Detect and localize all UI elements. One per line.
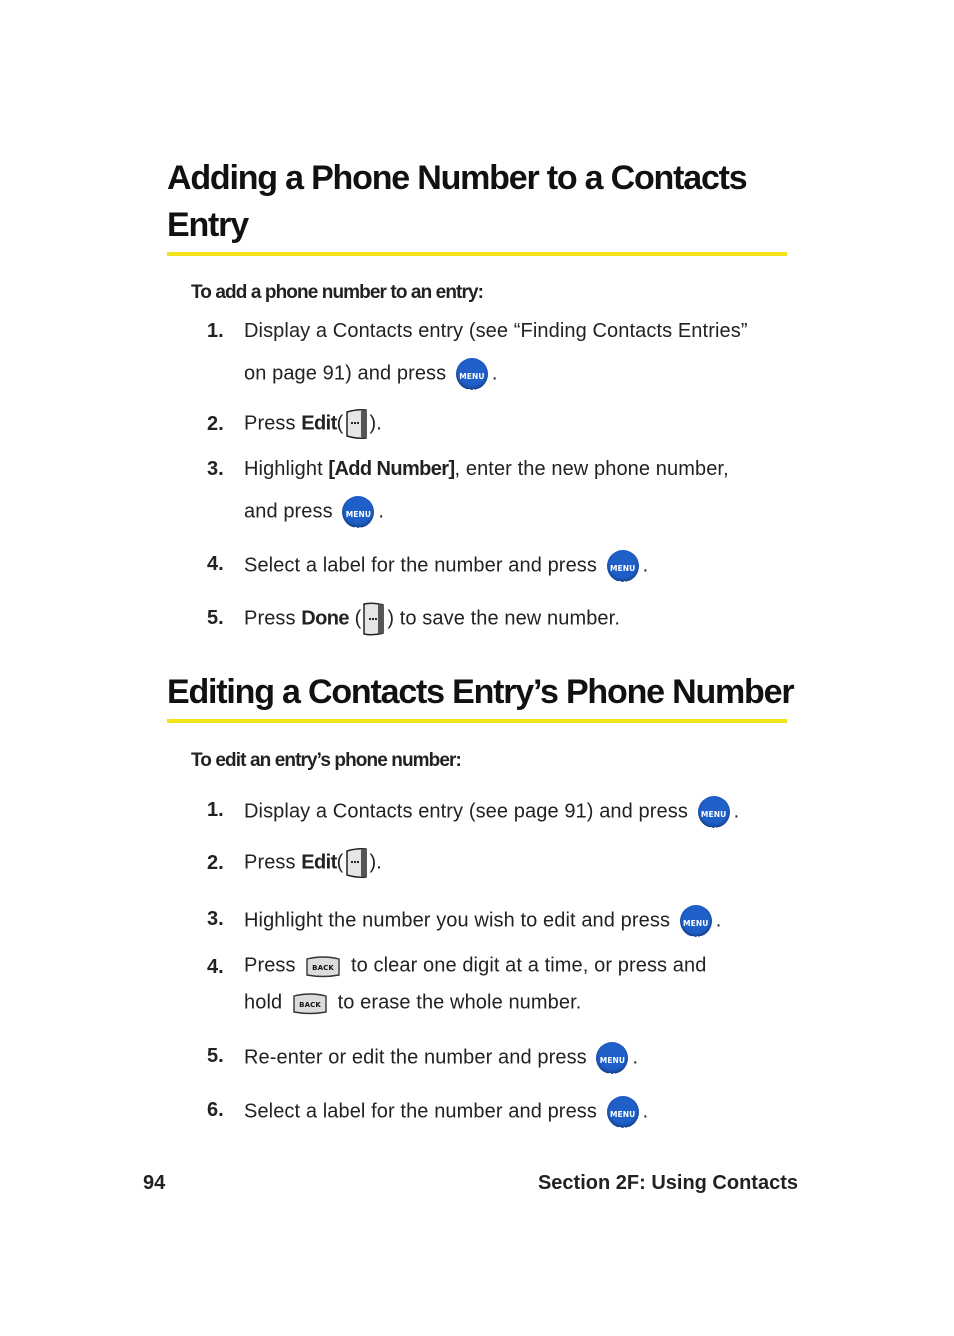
right-softkey-icon (344, 847, 368, 879)
step-number: 5. (207, 1045, 224, 1067)
step-text: Press BACK to clear one digit at a time, or press and (244, 954, 707, 977)
menu-option-add-number: [Add Number] (328, 458, 455, 480)
section-heading-edit-number: Editing a Contacts Entry’s Phone Number (167, 673, 794, 711)
step-text: on page 91) and press (244, 362, 447, 385)
step-number: 5. (207, 607, 224, 629)
heading-rule (167, 719, 787, 723)
step-number: 4. (207, 956, 224, 978)
softkey-label-edit: Edit (301, 851, 337, 874)
page-number: 94 (143, 1172, 166, 1194)
softkey-label-done: Done (301, 607, 349, 630)
step-end: . (491, 362, 498, 385)
step-text: Select a label for the number and press MENU OK . (244, 550, 648, 582)
section-heading-add-number (167, 155, 807, 249)
menu-ok-key-icon: MENU OK (680, 905, 712, 937)
menu-ok-key-icon: MENU OK (596, 1042, 628, 1074)
menu-ok-key-icon: MENU OK (342, 496, 374, 528)
step-text-continued (244, 358, 498, 397)
menu-ok-key-icon: MENU OK (607, 550, 639, 582)
step-number: 1. (207, 320, 224, 342)
step-text: Display a Contacts entry (see page 91) and press MENU OK . (244, 796, 739, 828)
left-softkey-icon (362, 601, 386, 637)
step-number: 3. (207, 458, 224, 480)
back-key-icon (305, 954, 341, 978)
step-text: Re-enter or edit the number and press MENU OK . (244, 1042, 638, 1074)
procedure-subtitle: To edit an entry’s phone number: (191, 750, 461, 771)
step-number: 3. (207, 908, 224, 930)
section-footer: Section 2F: Using Contacts (537, 1172, 798, 1194)
step-text: Press Edit( ). (244, 847, 382, 879)
heading-line-1: Adding a Phone Number to a Contacts (167, 159, 747, 197)
step-text: Press Done ( ) to save the new number. (244, 601, 620, 637)
procedure-subtitle: To add a phone number to an entry: (191, 282, 484, 303)
menu-ok-key-icon: MENU OK (698, 796, 730, 828)
back-key-icon (292, 991, 328, 1015)
right-softkey-icon (344, 408, 368, 440)
heading-rule (167, 252, 787, 256)
step-text: Display a Contacts entry (see “Finding Contacts Entries” (244, 320, 748, 342)
svg-text:BACK: BACK (312, 964, 335, 972)
step-number: 2. (207, 413, 224, 435)
step-text: Select a label for the number and press MENU OK . (244, 1096, 648, 1128)
step-number: 4. (207, 553, 224, 575)
step-text-continued: and press MENU OK . (244, 496, 384, 528)
step-number: 1. (207, 799, 224, 821)
step-text: Highlight [Add Number], enter the new phone number, (244, 458, 729, 480)
menu-ok-key-icon: MENU OK (607, 1096, 639, 1128)
step-number: 2. (207, 852, 224, 874)
step-text: Press Edit( ). (244, 408, 382, 440)
softkey-label-edit: Edit (301, 412, 337, 435)
step-text-continued: hold BACK to erase the whole number. (244, 991, 582, 1014)
heading-line-2: Entry (167, 206, 248, 244)
menu-ok-key-icon: MENU OK (456, 358, 488, 390)
svg-text:BACK: BACK (299, 1001, 321, 1009)
step-text: Highlight the number you wish to edit and press MENU OK . (244, 905, 721, 937)
step-number: 6. (207, 1099, 224, 1121)
